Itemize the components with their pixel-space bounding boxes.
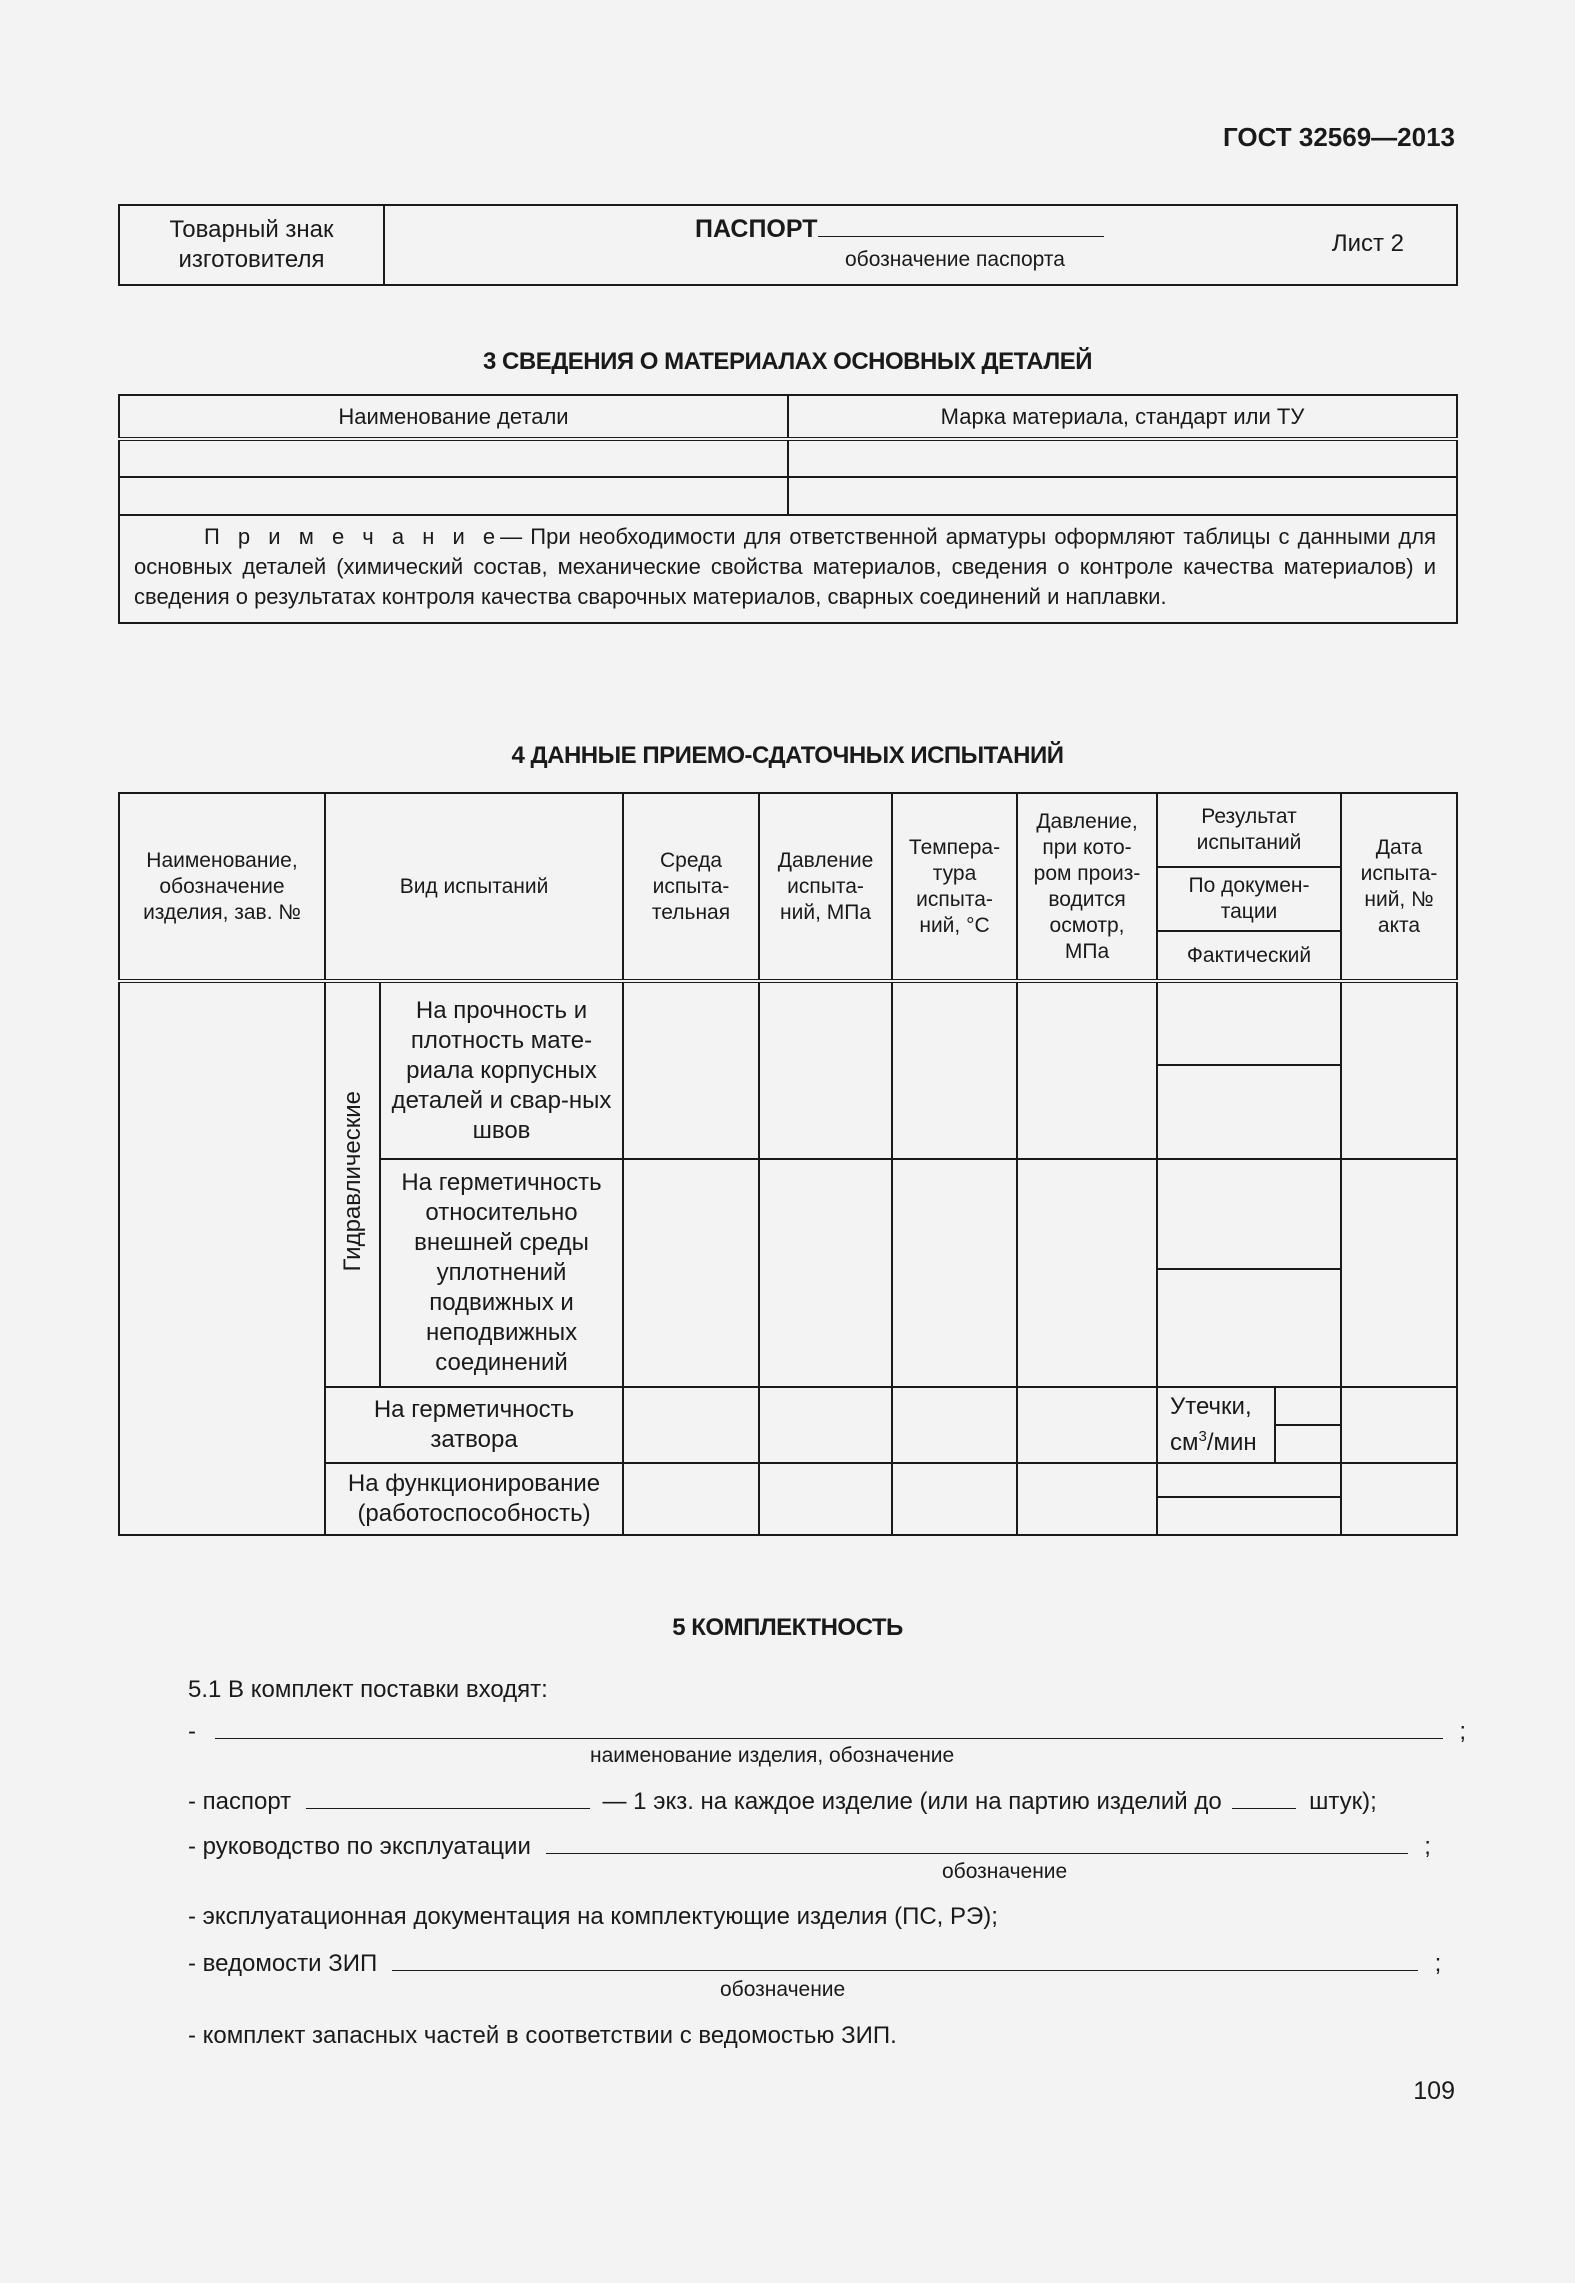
gate-date[interactable] bbox=[1341, 1387, 1457, 1463]
materials-note bbox=[119, 515, 1457, 623]
kit-item-1-semicolon: ; bbox=[1459, 1718, 1467, 1745]
kit-intro: 5.1 В комплект поставки входят: bbox=[188, 1676, 548, 1703]
function-temperature[interactable] bbox=[892, 1463, 1017, 1535]
tightness-ext-result-doc[interactable] bbox=[1157, 1159, 1341, 1269]
col-inspection-pressure: Давление, при кото-ром произ-водится осмотр, МПа bbox=[1017, 793, 1157, 981]
strength-inspect-pressure[interactable] bbox=[1017, 981, 1157, 1159]
gate-inspect-pressure[interactable] bbox=[1017, 1387, 1157, 1463]
col-result-actual: Фактический bbox=[1157, 931, 1341, 981]
kit-item-2-prefix: - паспорт bbox=[188, 1788, 292, 1815]
test-function-label: На функционирование (работоспособность) bbox=[325, 1463, 623, 1535]
col-part-name: Наименование детали bbox=[119, 395, 788, 439]
kit-item-3-field[interactable] bbox=[546, 1831, 1408, 1854]
leak-label: Утечки, $см^3$/мин bbox=[1157, 1387, 1275, 1463]
function-medium[interactable] bbox=[623, 1463, 759, 1535]
passport-caption: обозначение паспорта bbox=[845, 248, 1065, 271]
col-product-name: Наименование, обозначение изделия, зав. № bbox=[119, 793, 325, 981]
section3-title: 3 СВЕДЕНИЯ О МАТЕРИАЛАХ ОСНОВНЫХ ДЕТАЛЕЙ bbox=[483, 348, 1092, 375]
material-row-1-part[interactable] bbox=[119, 439, 788, 477]
kit-item-2-mid: — 1 экз. на каждое изделие (или на партию изделий до bbox=[602, 1788, 1222, 1815]
section5-title: 5 КОМПЛЕКТНОСТЬ bbox=[672, 1614, 903, 1641]
tightness-ext-pressure[interactable] bbox=[759, 1159, 892, 1387]
page-number: 109 bbox=[1413, 2077, 1455, 2105]
passport-header-table bbox=[118, 204, 1458, 286]
gate-pressure[interactable] bbox=[759, 1387, 892, 1463]
kit-item-3-caption: обозначение bbox=[942, 1860, 1068, 1883]
gate-leak-doc[interactable] bbox=[1275, 1387, 1341, 1425]
gate-medium[interactable] bbox=[623, 1387, 759, 1463]
kit-item-3-semicolon: ; bbox=[1424, 1833, 1431, 1860]
kit-item-2-quantity-field[interactable] bbox=[1232, 1786, 1296, 1809]
kit-item-2-suffix: штук); bbox=[1309, 1788, 1377, 1815]
sheet-label: Лист 2 bbox=[1331, 230, 1404, 257]
kit-item-2-passport-field[interactable] bbox=[306, 1786, 590, 1809]
strength-pressure[interactable] bbox=[759, 981, 892, 1159]
col-test-result: Результат испытаний bbox=[1157, 793, 1341, 867]
kit-item-4: - эксплуатационная документация на комплектующие изделия (ПС, РЭ); bbox=[188, 1903, 998, 1930]
tightness-ext-result-actual[interactable] bbox=[1157, 1269, 1341, 1387]
test-strength-label: На прочность и плотность мате-риала корпусных деталей и свар-ных швов bbox=[380, 981, 623, 1159]
test-tightness-ext-label: На герметичность относительно внешней среды уплотнений подвижных и неподвижных соединений bbox=[380, 1159, 623, 1387]
col-test-pressure: Давление испыта-ний, МПа bbox=[759, 793, 892, 981]
strength-medium[interactable] bbox=[623, 981, 759, 1159]
kit-item-5-prefix: - ведомости ЗИП bbox=[188, 1950, 378, 1977]
kit-item-2 bbox=[188, 1786, 1377, 1816]
section4-title: 4 ДАННЫЕ ПРИЕМО-СДАТОЧНЫХ ИСПЫТАНИЙ bbox=[511, 742, 1064, 769]
col-test-type: Вид испытаний bbox=[325, 793, 623, 981]
col-material-grade: Марка материала, стандарт или ТУ bbox=[788, 395, 1457, 439]
function-inspect-pressure[interactable] bbox=[1017, 1463, 1157, 1535]
kit-item-3 bbox=[188, 1831, 1431, 1861]
hydraulic-group-cell bbox=[325, 981, 380, 1387]
tightness-ext-date[interactable] bbox=[1341, 1159, 1457, 1387]
note-label: П р и м е ч а н и е bbox=[204, 524, 501, 549]
passport-number-line bbox=[818, 214, 1104, 237]
standard-number: ГОСТ 32569—2013 bbox=[1223, 122, 1455, 152]
kit-item-5-caption: обозначение bbox=[720, 1978, 846, 2001]
tightness-ext-inspect-pressure[interactable] bbox=[1017, 1159, 1157, 1387]
function-result-doc[interactable] bbox=[1157, 1463, 1341, 1497]
acceptance-tests-table bbox=[118, 792, 1458, 1536]
tightness-ext-temperature[interactable] bbox=[892, 1159, 1017, 1387]
gate-leak-actual[interactable] bbox=[1275, 1425, 1341, 1463]
kit-item-6: - комплект запасных частей в соответствии с ведомостью ЗИП. bbox=[188, 2022, 897, 2049]
material-row-1-grade[interactable] bbox=[788, 439, 1457, 477]
function-result-actual[interactable] bbox=[1157, 1497, 1341, 1535]
gate-temperature[interactable] bbox=[892, 1387, 1017, 1463]
passport-label: ПАСПОРТ bbox=[695, 215, 818, 243]
note-text: — При необходимости для ответственной арматуры оформляют таблицы с данными для основных деталей (химический состав, механические свойства материалов, сведения о контроле качества материалов) и сведения о результатах контроля качества сварочных материалов, сварных соединений и наплавки. bbox=[134, 524, 1436, 609]
function-date[interactable] bbox=[1341, 1463, 1457, 1535]
kit-item-1 bbox=[188, 1716, 1466, 1746]
material-row-2-part[interactable] bbox=[119, 477, 788, 515]
col-result-by-doc: По докумен-тации bbox=[1157, 867, 1341, 931]
strength-result-doc[interactable] bbox=[1157, 981, 1341, 1065]
materials-table bbox=[118, 394, 1458, 624]
strength-result-actual[interactable] bbox=[1157, 1065, 1341, 1159]
col-test-date: Дата испыта-ний, № акта bbox=[1341, 793, 1457, 981]
strength-temperature[interactable] bbox=[892, 981, 1017, 1159]
hydraulic-group-label: Гидравлические bbox=[338, 1090, 366, 1272]
tightness-ext-medium[interactable] bbox=[623, 1159, 759, 1387]
kit-item-5-semicolon: ; bbox=[1434, 1950, 1442, 1977]
passport-cell bbox=[384, 205, 1457, 285]
kit-item-1-field[interactable] bbox=[215, 1716, 1443, 1739]
trademark-label: Товарный знак изготовителя bbox=[169, 216, 334, 273]
product-name-cell[interactable] bbox=[119, 981, 325, 1535]
kit-item-5-field[interactable] bbox=[392, 1948, 1418, 1971]
trademark-cell bbox=[119, 205, 384, 285]
kit-item-5 bbox=[188, 1948, 1441, 1978]
col-test-temperature: Темпера-тура испыта-ний, °С bbox=[892, 793, 1017, 981]
kit-item-1-caption: наименование изделия, обозначение bbox=[590, 1744, 955, 1767]
function-pressure[interactable] bbox=[759, 1463, 892, 1535]
kit-item-1-prefix: - bbox=[188, 1718, 196, 1745]
test-tightness-gate-label: На герметичность затвора bbox=[325, 1387, 623, 1463]
material-row-2-grade[interactable] bbox=[788, 477, 1457, 515]
col-test-medium: Среда испыта-тельная bbox=[623, 793, 759, 981]
strength-date[interactable] bbox=[1341, 981, 1457, 1159]
kit-item-3-prefix: - руководство по эксплуатации bbox=[188, 1833, 531, 1860]
